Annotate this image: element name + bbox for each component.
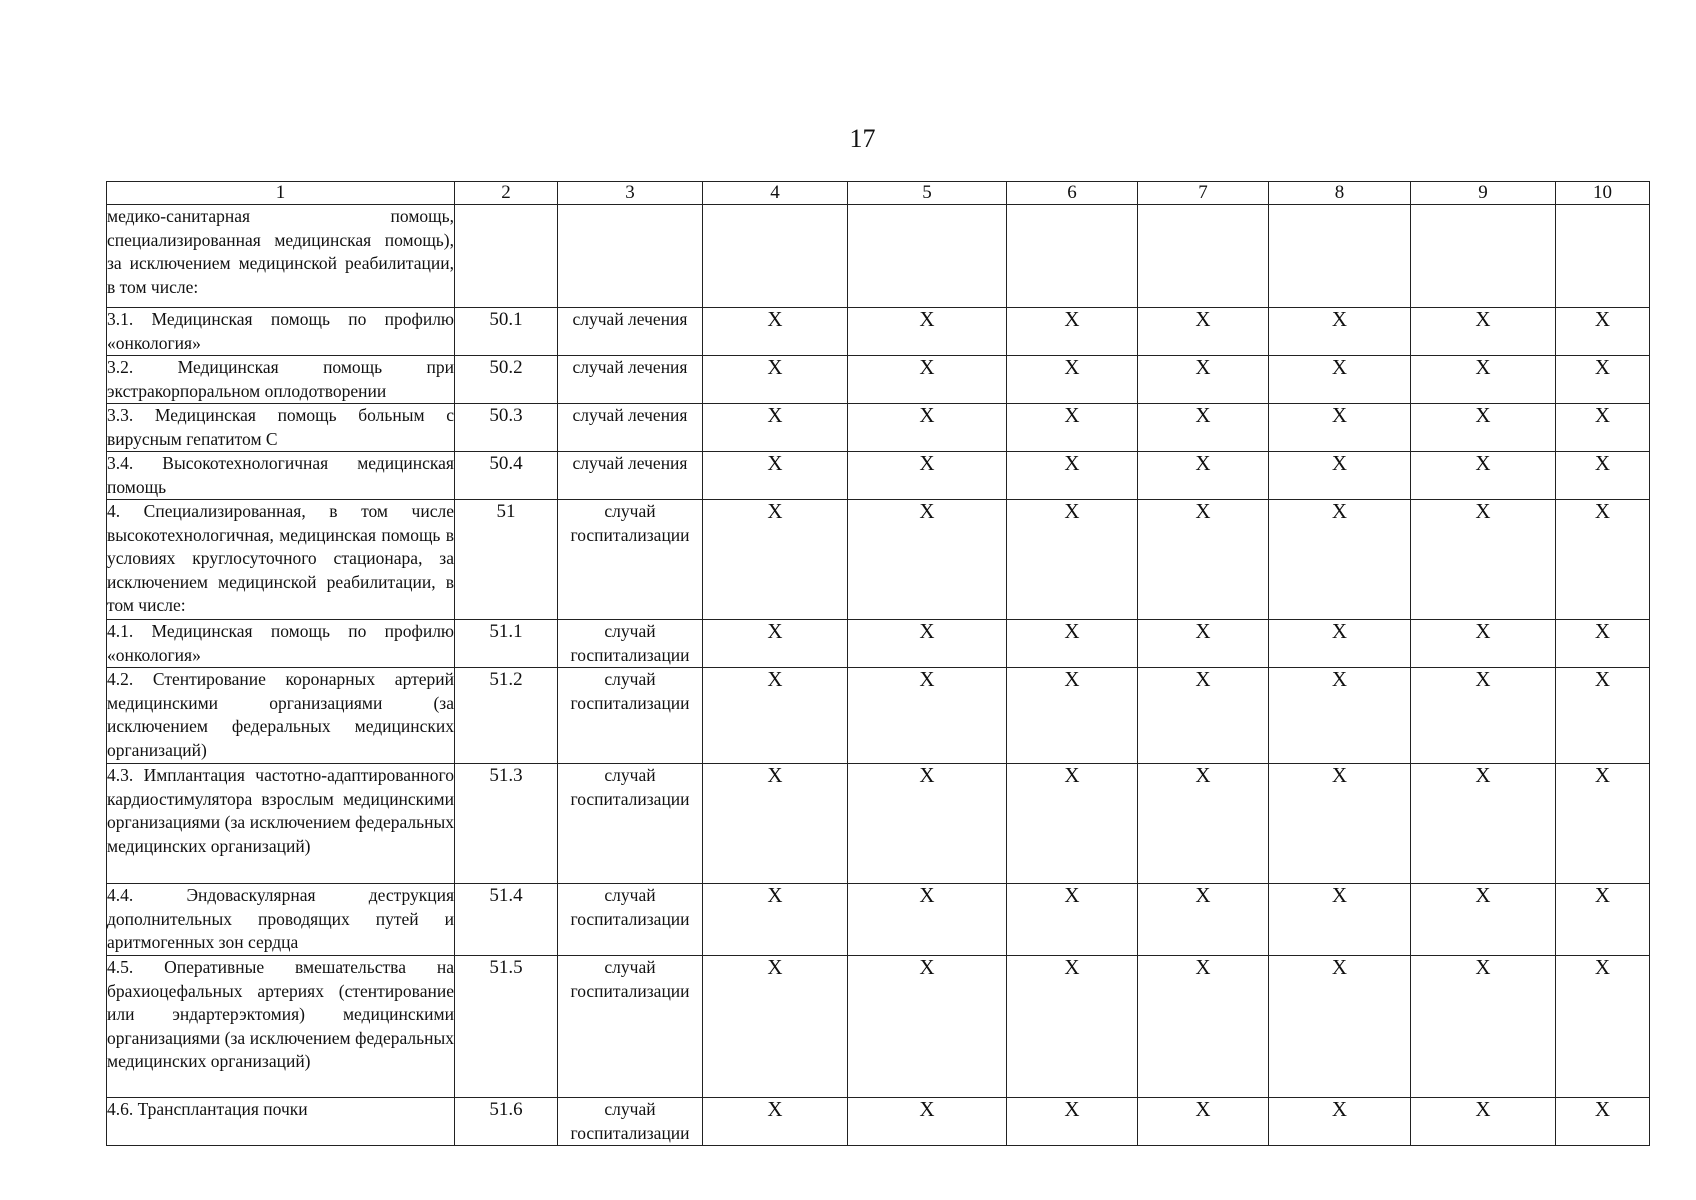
row-code: 51.3 xyxy=(455,764,558,884)
row-value: X xyxy=(703,956,848,1098)
row-value: X xyxy=(848,356,1007,404)
row-code: 51.1 xyxy=(455,620,558,668)
row-value: X xyxy=(1007,620,1138,668)
row-value: X xyxy=(1556,404,1650,452)
row-value: X xyxy=(1138,500,1269,620)
row-code: 50.4 xyxy=(455,452,558,500)
row-value: X xyxy=(1007,956,1138,1098)
row-code: 51 xyxy=(455,500,558,620)
row-value xyxy=(1269,205,1411,308)
row-value: X xyxy=(1556,1098,1650,1146)
row-value: X xyxy=(1138,668,1269,764)
row-value: X xyxy=(848,500,1007,620)
row-code: 50.2 xyxy=(455,356,558,404)
row-unit: случай лечения xyxy=(558,404,703,452)
row-value xyxy=(848,205,1007,308)
row-value: X xyxy=(1269,1098,1411,1146)
table-row xyxy=(107,452,1650,500)
row-name: 4. Специализированная, в том числе высокотехнологичная, медицинская помощь в условиях круглосуточного стационара, за исключением медицинской реабилитации, в том числе: xyxy=(107,500,455,620)
row-value: X xyxy=(703,620,848,668)
row-value: X xyxy=(1138,1098,1269,1146)
row-code: 51.2 xyxy=(455,668,558,764)
column-header: 8 xyxy=(1269,182,1411,205)
row-value: X xyxy=(1411,668,1556,764)
column-header: 5 xyxy=(848,182,1007,205)
row-unit: случай лечения xyxy=(558,452,703,500)
row-value: X xyxy=(848,1098,1007,1146)
row-name: медико-санитарная помощь, специализированная медицинская помощь), за исключением медицинской реабилитации, в том числе: xyxy=(107,205,455,308)
row-unit: случай госпитализации xyxy=(558,764,703,884)
row-unit: случай госпитализации xyxy=(558,500,703,620)
row-value: X xyxy=(1007,356,1138,404)
table-row xyxy=(107,205,1650,308)
table-row xyxy=(107,884,1650,956)
row-value: X xyxy=(1556,956,1650,1098)
row-name: 4.4. Эндоваскулярная деструкция дополнительных проводящих путей и аритмогенных зон сердца xyxy=(107,884,455,956)
row-value: X xyxy=(1556,452,1650,500)
row-unit xyxy=(558,205,703,308)
table-row xyxy=(107,356,1650,404)
row-name: 4.5. Оперативные вмешательства на брахиоцефальных артериях (стентирование или эндартерэктомия) медицинскими организациями (за исключением федеральных медицинских организаций) xyxy=(107,956,455,1098)
column-header: 7 xyxy=(1138,182,1269,205)
row-value: X xyxy=(1269,308,1411,356)
row-value: X xyxy=(1007,884,1138,956)
column-header: 6 xyxy=(1007,182,1138,205)
row-value: X xyxy=(1138,308,1269,356)
row-name: 3.2. Медицинская помощь при экстракорпоральном оплодотворении xyxy=(107,356,455,404)
row-value: X xyxy=(1556,668,1650,764)
row-value: X xyxy=(1007,308,1138,356)
row-name: 4.3. Имплантация частотно-адаптированного кардиостимулятора взрослым медицинскими организациями (за исключением федеральных медицинских организаций) xyxy=(107,764,455,884)
row-value: X xyxy=(1007,452,1138,500)
row-unit: случай лечения xyxy=(558,356,703,404)
column-header: 3 xyxy=(558,182,703,205)
row-code xyxy=(455,205,558,308)
row-value: X xyxy=(1411,956,1556,1098)
row-value: X xyxy=(703,764,848,884)
table-row xyxy=(107,308,1650,356)
row-value: X xyxy=(1269,356,1411,404)
column-header: 1 xyxy=(107,182,455,205)
row-value: X xyxy=(1269,956,1411,1098)
table-header-row xyxy=(107,182,1650,205)
row-value: X xyxy=(1269,620,1411,668)
column-header: 9 xyxy=(1411,182,1556,205)
row-value: X xyxy=(1007,668,1138,764)
row-unit: случай госпитализации xyxy=(558,1098,703,1146)
row-value: X xyxy=(1269,452,1411,500)
row-code: 51.5 xyxy=(455,956,558,1098)
row-value: X xyxy=(1138,884,1269,956)
row-code: 50.1 xyxy=(455,308,558,356)
row-value: X xyxy=(848,404,1007,452)
row-name: 3.1. Медицинская помощь по профилю «онкология» xyxy=(107,308,455,356)
row-value xyxy=(1556,205,1650,308)
table-row xyxy=(107,1098,1650,1146)
row-value: X xyxy=(703,452,848,500)
row-value xyxy=(703,205,848,308)
row-unit: случай госпитализации xyxy=(558,884,703,956)
row-value: X xyxy=(1411,1098,1556,1146)
row-value: X xyxy=(1138,452,1269,500)
row-code: 51.6 xyxy=(455,1098,558,1146)
row-value: X xyxy=(1007,500,1138,620)
row-value: X xyxy=(703,668,848,764)
row-value: X xyxy=(1556,884,1650,956)
row-value: X xyxy=(1269,764,1411,884)
row-value: X xyxy=(1269,668,1411,764)
row-value: X xyxy=(1138,620,1269,668)
row-value: X xyxy=(1411,452,1556,500)
row-value: X xyxy=(1269,884,1411,956)
row-value: X xyxy=(1138,956,1269,1098)
page-number: 17 xyxy=(849,124,876,153)
row-value: X xyxy=(1269,404,1411,452)
row-value: X xyxy=(848,668,1007,764)
column-header: 4 xyxy=(703,182,848,205)
row-code: 51.4 xyxy=(455,884,558,956)
row-value: X xyxy=(1556,764,1650,884)
table-row xyxy=(107,956,1650,1098)
row-unit: случай госпитализации xyxy=(558,620,703,668)
row-value: X xyxy=(1138,356,1269,404)
row-value: X xyxy=(848,308,1007,356)
row-value: X xyxy=(848,620,1007,668)
column-header: 2 xyxy=(455,182,558,205)
row-value xyxy=(1138,205,1269,308)
row-name: 4.6. Трансплантация почки xyxy=(107,1098,455,1146)
row-value: X xyxy=(1556,500,1650,620)
row-value: X xyxy=(1007,404,1138,452)
row-value: X xyxy=(848,956,1007,1098)
row-value: X xyxy=(703,884,848,956)
row-value: X xyxy=(1411,884,1556,956)
row-value: X xyxy=(1138,404,1269,452)
row-unit: случай госпитализации xyxy=(558,668,703,764)
row-value xyxy=(1411,205,1556,308)
row-value: X xyxy=(1556,620,1650,668)
table-row xyxy=(107,404,1650,452)
row-value xyxy=(1007,205,1138,308)
row-name: 3.4. Высокотехнологичная медицинская помощь xyxy=(107,452,455,500)
data-table xyxy=(106,181,1650,1146)
row-value: X xyxy=(1411,356,1556,404)
row-value: X xyxy=(848,452,1007,500)
table-row xyxy=(107,668,1650,764)
row-value: X xyxy=(1411,404,1556,452)
row-value: X xyxy=(703,1098,848,1146)
row-code: 50.3 xyxy=(455,404,558,452)
row-value: X xyxy=(1411,764,1556,884)
row-value: X xyxy=(1556,356,1650,404)
table-row xyxy=(107,500,1650,620)
row-value: X xyxy=(703,308,848,356)
row-value: X xyxy=(1138,764,1269,884)
row-value: X xyxy=(1556,308,1650,356)
row-value: X xyxy=(703,404,848,452)
row-value: X xyxy=(1007,764,1138,884)
row-value: X xyxy=(1411,620,1556,668)
row-name: 3.3. Медицинская помощь больным с вирусным гепатитом С xyxy=(107,404,455,452)
row-value: X xyxy=(703,356,848,404)
row-unit: случай лечения xyxy=(558,308,703,356)
column-header: 10 xyxy=(1556,182,1650,205)
row-value: X xyxy=(1411,500,1556,620)
row-value: X xyxy=(1411,308,1556,356)
row-unit: случай госпитализации xyxy=(558,956,703,1098)
row-name: 4.2. Стентирование коронарных артерий медицинскими организациями (за исключением федеральных медицинских организаций) xyxy=(107,668,455,764)
row-value: X xyxy=(1269,500,1411,620)
row-value: X xyxy=(1007,1098,1138,1146)
table-row xyxy=(107,764,1650,884)
row-value: X xyxy=(848,764,1007,884)
row-value: X xyxy=(703,500,848,620)
row-value: X xyxy=(848,884,1007,956)
row-name: 4.1. Медицинская помощь по профилю «онкология» xyxy=(107,620,455,668)
table-row xyxy=(107,620,1650,668)
